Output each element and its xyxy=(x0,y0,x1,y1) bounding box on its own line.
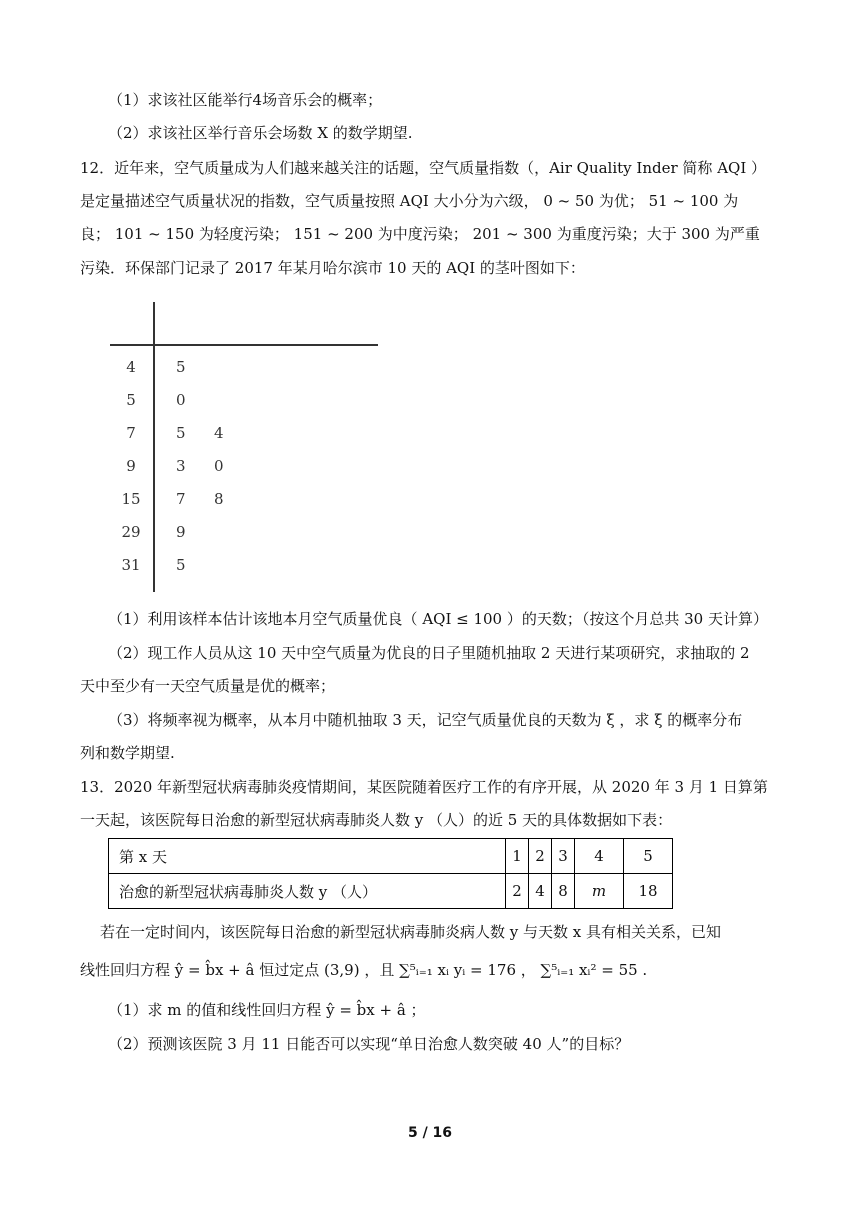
leaf-value: 4 xyxy=(214,424,224,442)
table-cell: 5 xyxy=(624,839,673,874)
q11-part2: （2）求该社区举行音乐会场数 X 的数学期望. xyxy=(108,124,413,142)
q13-sub1: （1）求 m 的值和线性回归方程 ŷ = b̂x + â ； xyxy=(108,1001,426,1019)
data-table xyxy=(108,838,673,909)
q13-line3: 若在一定时间内，该医院每日治愈的新型冠状病毒肺炎病人数 y 与天数 x 具有相关关系，已知 xyxy=(100,923,722,941)
stem-leaf-vertical-rule xyxy=(153,302,155,592)
q12-line3: 良； 101 ~ 150 为轻度污染； 151 ~ 200 为中度污染； 201 ~ 300 为重度污染；大于 300 为严重 xyxy=(80,225,760,243)
stem-value: 4 xyxy=(126,358,136,376)
leaf-value: 3 xyxy=(176,457,186,475)
q12-line1: 12．近年来，空气质量成为人们越来越关注的话题，空气质量指数（，Air Quality Inder 简称 AQI ） xyxy=(80,159,767,177)
table-row-label: 第 x 天 xyxy=(109,839,506,874)
q12-line4: 污染．环保部门记录了 2017 年某月哈尔滨市 10 天的 AQI 的茎叶图如下： xyxy=(80,259,585,277)
q12-sub2-line1: （2）现工作人员从这 10 天中空气质量为优良的日子里随机抽取 2 天进行某项研究，求抽取的 2 xyxy=(108,644,750,662)
q11-part1: （1）求该社区能举行4场音乐会的概率； xyxy=(108,91,383,109)
stem-value: 7 xyxy=(126,424,136,442)
table-row xyxy=(109,874,673,909)
stem-value: 9 xyxy=(126,457,136,475)
leaf-value: 0 xyxy=(214,457,224,475)
stem-value: 29 xyxy=(121,523,141,541)
stem-leaf-plot xyxy=(110,298,390,594)
table-cell: 2 xyxy=(529,839,552,874)
table-cell: m xyxy=(575,874,624,909)
table-row-label: 治愈的新型冠状病毒肺炎人数 y （人） xyxy=(109,874,506,909)
table-cell: 8 xyxy=(552,874,575,909)
stem-value: 5 xyxy=(126,391,136,409)
leaf-value: 0 xyxy=(176,391,186,409)
table-cell: 18 xyxy=(624,874,673,909)
leaf-value: 7 xyxy=(176,490,186,508)
page-number: 5 / 16 xyxy=(407,1125,453,1141)
stem-value: 31 xyxy=(121,556,141,574)
q12-line2: 是定量描述空气质量状况的指数，空气质量按照 AQI 大小分为六级， 0 ~ 50 为优； 51 ~ 100 为 xyxy=(80,192,739,210)
q13-line2: 一天起，该医院每日治愈的新型冠状病毒肺炎人数 y （人）的近 5 天的具体数据如下表： xyxy=(80,811,673,829)
table-cell: 2 xyxy=(506,874,529,909)
leaf-value: 5 xyxy=(176,424,186,442)
q12-sub1: （1）利用该样本估计该地本月空气质量优良（ AQI ≤ 100 ）的天数；（按这个月总共 30 天计算） xyxy=(108,610,768,628)
q13-sub2: （2）预测该医院 3 月 11 日能否可以实现“单日治愈人数突破 40 人”的目标？ xyxy=(108,1035,630,1053)
q12-sub3-line2: 列和数学期望. xyxy=(80,744,175,762)
q12-sub2-line2: 天中至少有一天空气质量是优的概率； xyxy=(80,677,336,695)
table-cell: 4 xyxy=(575,839,624,874)
leaf-value: 5 xyxy=(176,358,186,376)
table-row xyxy=(109,839,673,874)
q13-line4: 线性回归方程 ŷ = b̂x + â 恒过定点 (3,9) ，且 ∑⁵ᵢ₌₁ xᵢ yᵢ = 176 ， ∑⁵ᵢ₌₁ xᵢ² = 55 . xyxy=(80,961,648,979)
leaf-value: 5 xyxy=(176,556,186,574)
table-cell: 4 xyxy=(529,874,552,909)
stem-value: 15 xyxy=(121,490,141,508)
table-cell: 3 xyxy=(552,839,575,874)
q13-line1: 13．2020 年新型冠状病毒肺炎疫情期间，某医院随着医疗工作的有序开展，从 2020 年 3 月 1 日算第 xyxy=(80,778,768,796)
table-cell: 1 xyxy=(506,839,529,874)
leaf-value: 8 xyxy=(214,490,224,508)
q12-sub3-line1: （3）将频率视为概率，从本月中随机抽取 3 天，记空气质量优良的天数为 ξ ，求 ξ 的概率分布 xyxy=(108,711,743,729)
leaf-value: 9 xyxy=(176,523,186,541)
stem-leaf-horizontal-rule xyxy=(110,344,378,346)
